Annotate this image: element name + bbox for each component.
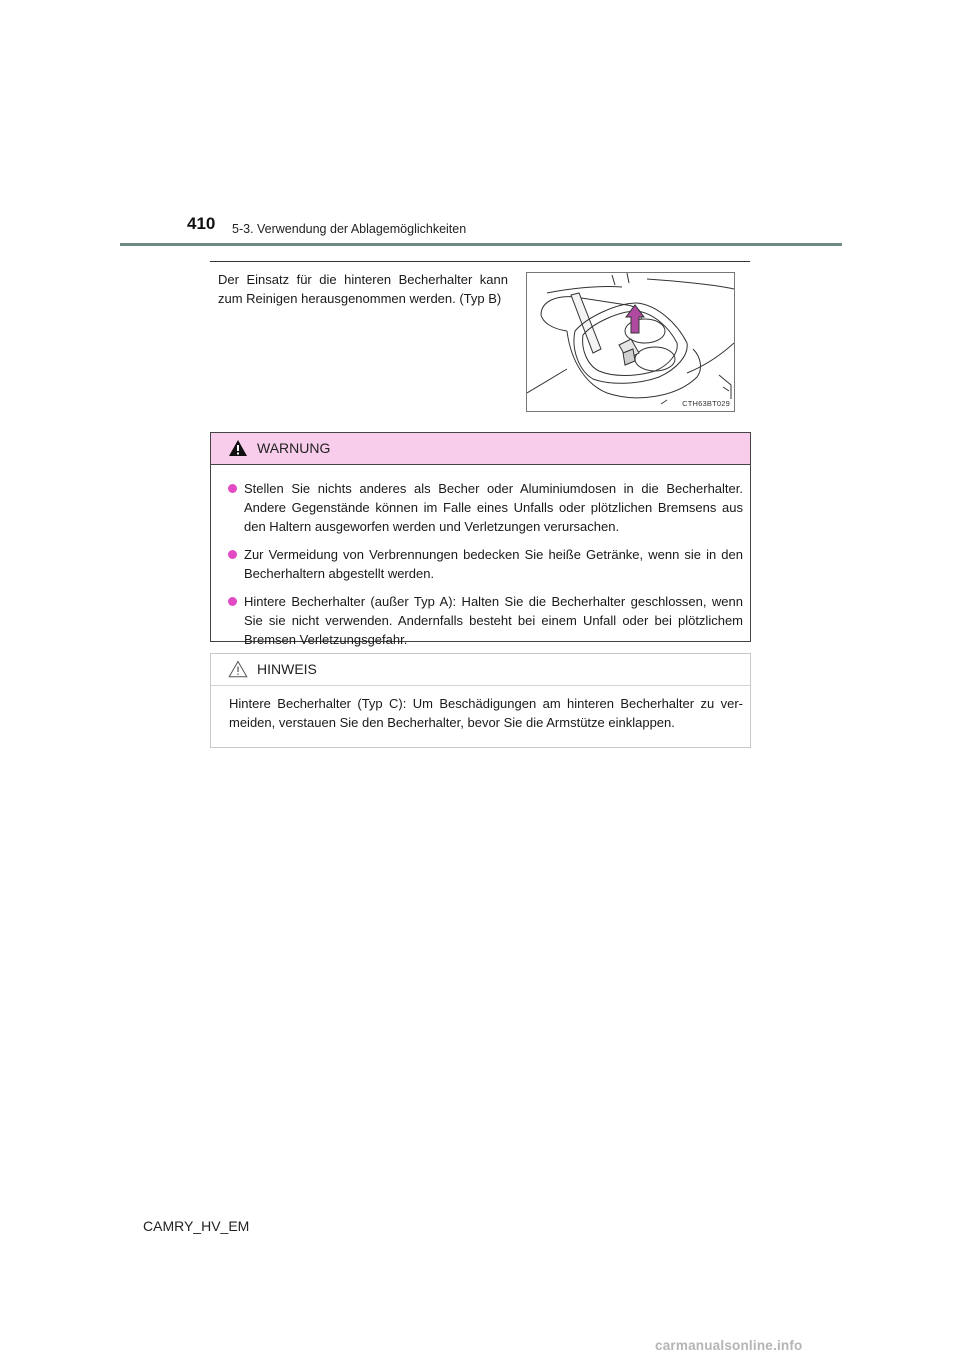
warning-title: WARNUNG <box>257 440 331 456</box>
notice-text: Hintere Becherhalter (Typ C): Um Beschädigungen am hinteren Becherhalter zu vermeiden, verstauen Sie den Becherhalter, bevor Sie die Armstütze einklappen. <box>229 696 743 730</box>
section-title: 5-3. Verwendung der Ablagemöglichkeiten <box>232 222 467 236</box>
caution-outline-icon <box>228 660 248 678</box>
bullet-icon <box>228 597 237 606</box>
warning-item-text: Zur Vermeidung von Verbrennungen bedecken Sie heiße Getränke, wenn sie in den Becherhaltern abgestellt werden. <box>244 547 743 581</box>
watermark: carmanualsonline.info <box>655 1338 803 1353</box>
header-rule <box>120 243 842 246</box>
intro-paragraph: Der Einsatz für die hinteren Becherhalter kann zum Reinigen herausgenommen werden. (Typ B) <box>218 272 508 306</box>
notice-header <box>211 654 750 686</box>
content-rule <box>210 261 750 262</box>
warning-item-text: Hintere Becherhalter (außer Typ A): Halten Sie die Becherhalter geschlossen, wenn Sie sie nicht verwenden. Andernfalls besteht bei einem Unfall oder bei plötzlichem Bremsen Verletzungsgefahr. <box>244 594 743 647</box>
page-number: 410 <box>187 214 216 233</box>
notice-box <box>210 653 751 748</box>
figure-code: CTH63BT029 <box>682 399 730 408</box>
footer-doc-code: CAMRY_HV_EM <box>143 1218 250 1234</box>
cup-holder-illustration <box>526 272 735 412</box>
bullet-icon <box>228 484 237 493</box>
bullet-icon <box>228 550 237 559</box>
warning-item <box>228 479 743 536</box>
warning-box <box>210 432 751 647</box>
warning-item <box>228 545 743 583</box>
warning-header <box>211 433 750 465</box>
warning-item-text: Stellen Sie nichts anderes als Becher oder Aluminiumdosen in die Becherhalter. Andere Gegenstände können im Falle eines Unfalls oder plötzlichen Bremsens aus den Haltern ausgeworfen werden und Verletzungen verursachen. <box>244 481 743 534</box>
warning-triangle-icon <box>228 439 248 457</box>
cup-holder-drawing <box>527 273 734 411</box>
notice-title: HINWEIS <box>257 661 317 677</box>
warning-list <box>228 479 743 658</box>
warning-item <box>228 592 743 649</box>
